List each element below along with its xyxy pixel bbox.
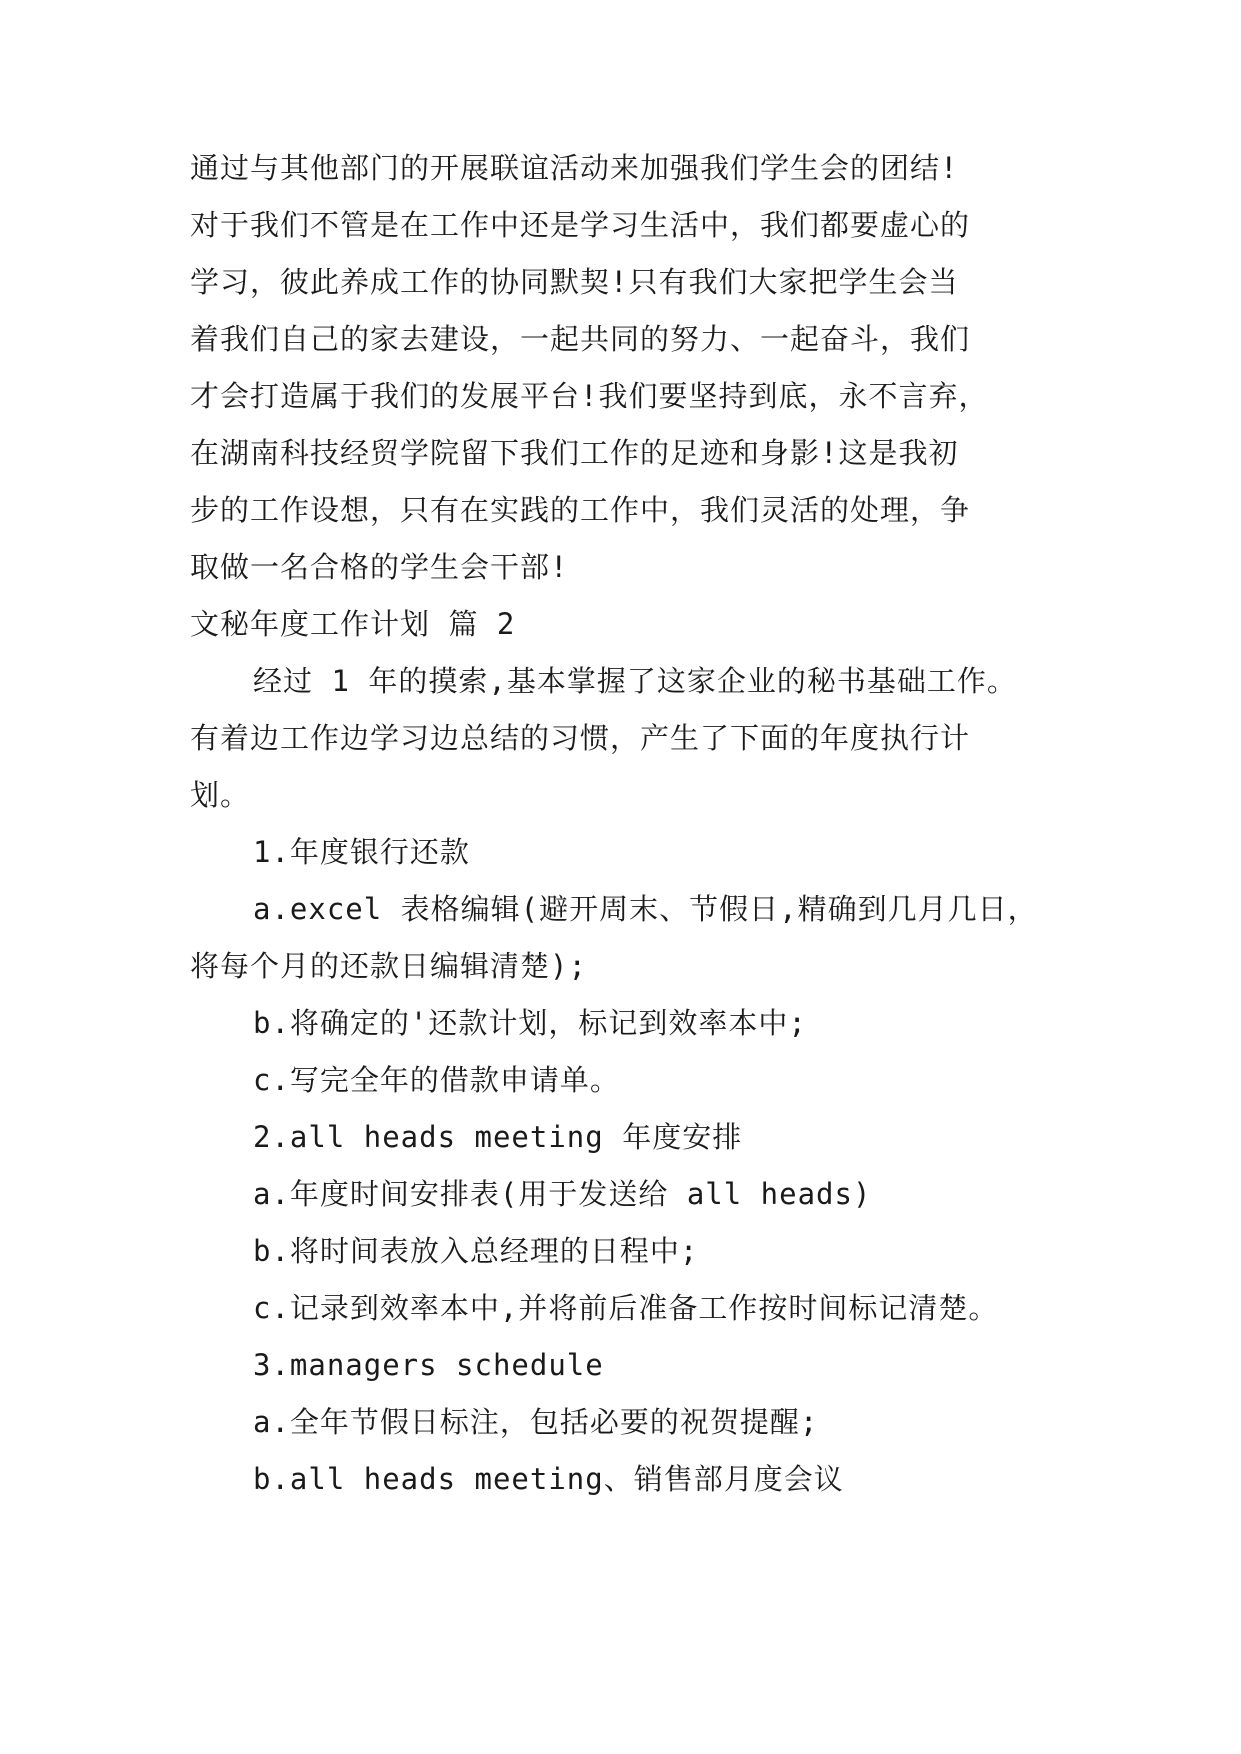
- paragraph-line: 对于我们不管是在工作中还是学习生活中，我们都要虚心的: [190, 208, 971, 242]
- list-item-heading: 2.all heads meeting 年度安排: [253, 1120, 743, 1154]
- list-item: a.年度时间安排表(用于发送给 all heads): [253, 1177, 872, 1211]
- section-heading: 文秘年度工作计划 篇 2: [190, 607, 516, 641]
- list-item: a.全年节假日标注，包括必要的祝贺提醒;: [253, 1405, 819, 1439]
- paragraph-line: 才会打造属于我们的发展平台!我们要坚持到底，永不言弃，: [190, 379, 989, 413]
- list-item: b.将时间表放入总经理的日程中;: [253, 1234, 699, 1268]
- paragraph-line: 通过与其他部门的开展联谊活动来加强我们学生会的团结!: [190, 151, 959, 185]
- paragraph-line: 取做一名合格的学生会干部!: [190, 550, 569, 584]
- paragraph-line: 学习，彼此养成工作的协同默契!只有我们大家把学生会当: [190, 265, 959, 299]
- paragraph-line: 在湖南科技经贸学院留下我们工作的足迹和身影!这是我初: [190, 436, 959, 470]
- paragraph-line: 着我们自己的家去建设，一起共同的努力、一起奋斗，我们: [190, 322, 971, 356]
- list-item: b.将确定的'还款计划，标记到效率本中;: [253, 1006, 807, 1040]
- list-item: c.记录到效率本中,并将前后准备工作按时间标记清楚。: [253, 1291, 999, 1325]
- list-item-heading: 3.managers schedule: [253, 1348, 604, 1382]
- paragraph-line: 步的工作设想，只有在实践的工作中，我们灵活的处理，争: [190, 493, 971, 527]
- paragraph-line: 有着边工作边学习边总结的习惯，产生了下面的年度执行计: [190, 721, 971, 755]
- list-item: b.all heads meeting、销售部月度会议: [253, 1462, 844, 1496]
- paragraph-line: 划。: [190, 778, 251, 812]
- list-item: c.写完全年的借款申请单。: [253, 1063, 620, 1097]
- list-item-continuation: 将每个月的还款日编辑清楚);: [190, 949, 587, 983]
- list-item-heading: 1.年度银行还款: [253, 835, 470, 869]
- paragraph-line: 经过 1 年的摸索,基本掌握了这家企业的秘书基础工作。: [253, 664, 1017, 698]
- list-item: a.excel 表格编辑(避开周末、节假日,精确到几月几日，: [253, 892, 1038, 926]
